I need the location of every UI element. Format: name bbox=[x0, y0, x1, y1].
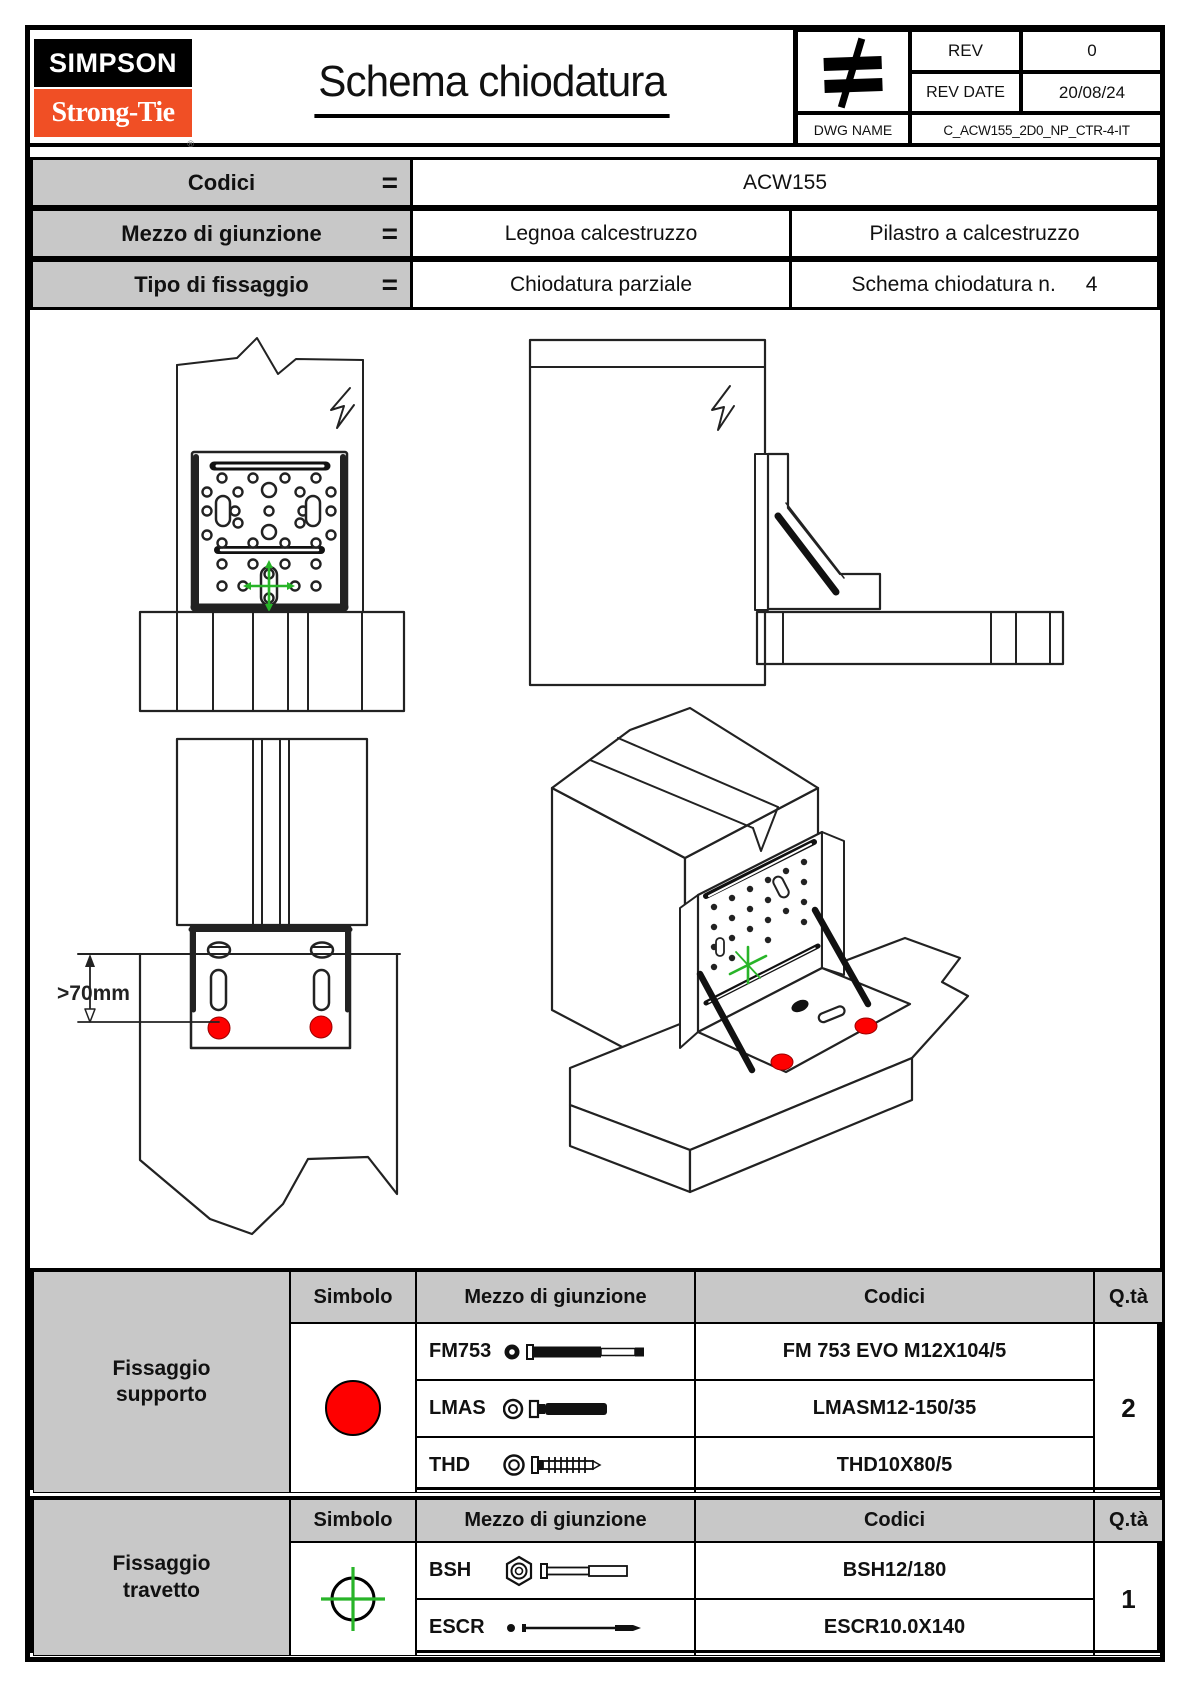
equals-sign: = bbox=[381, 217, 398, 249]
title-area bbox=[200, 40, 785, 135]
thd-screw-icon bbox=[503, 1450, 653, 1480]
rev-date-label: REV DATE bbox=[910, 72, 1021, 113]
logo-simpson-text: SIMPSON bbox=[34, 39, 192, 87]
lmas-anchor-icon bbox=[503, 1394, 653, 1424]
rev-date-value: 20/08/24 bbox=[1021, 72, 1163, 113]
spec-row-fissaggio bbox=[30, 259, 1160, 310]
revision-title-block bbox=[793, 30, 1160, 147]
fissaggio-supporto-table bbox=[30, 1268, 1160, 1490]
code-value: FM 753 EVO M12X104/5 bbox=[695, 1323, 1094, 1380]
logo-strongtie-text: Strong-Tie bbox=[34, 89, 192, 137]
header-mezzo: Mezzo di giunzione bbox=[416, 1499, 695, 1542]
rev-label: REV bbox=[910, 30, 1021, 72]
fissaggio-travetto-table bbox=[30, 1496, 1160, 1653]
bottom-view bbox=[57, 739, 400, 1234]
schema-number: 4 bbox=[1085, 272, 1098, 296]
code-value: LMASM12-150/35 bbox=[695, 1380, 1094, 1437]
fastener-row: ESCR bbox=[416, 1599, 695, 1656]
spec-value-left: Chiodatura parziale bbox=[413, 262, 792, 307]
symbol-cell-travetto bbox=[290, 1542, 416, 1656]
qty-supporto: 2 bbox=[1094, 1323, 1163, 1493]
sheet-frame bbox=[25, 25, 1165, 1662]
break-symbol bbox=[331, 388, 354, 428]
group-label-travetto: Fissaggio travetto bbox=[33, 1499, 290, 1656]
escr-screw-icon bbox=[503, 1613, 653, 1643]
dwg-name-label: DWG NAME bbox=[796, 113, 910, 147]
header-qty: Q.tà bbox=[1094, 1271, 1163, 1323]
support-fixing-dot bbox=[771, 1054, 793, 1070]
qty-travetto: 1 bbox=[1094, 1542, 1163, 1656]
header-simbolo: Simbolo bbox=[290, 1499, 416, 1542]
fm753-anchor-icon bbox=[503, 1337, 653, 1367]
spec-value-left: Legnoa calcestruzzo bbox=[413, 211, 792, 256]
fastener-row: FM753 bbox=[416, 1323, 695, 1380]
rev-value: 0 bbox=[1021, 30, 1163, 72]
spec-value-right: Pilastro a calcestruzzo bbox=[869, 221, 1080, 245]
spec-value-codici: ACW155 bbox=[742, 170, 828, 194]
not-equal-icon bbox=[816, 35, 890, 109]
not-equal-symbol-cell bbox=[796, 30, 910, 113]
symbol-cell-supporto bbox=[290, 1323, 416, 1493]
support-fixing-dot bbox=[855, 1018, 877, 1034]
equals-sign: = bbox=[381, 268, 398, 300]
fastener-row: THD bbox=[416, 1437, 695, 1493]
header-qty: Q.tà bbox=[1094, 1499, 1163, 1542]
page-title: Schema chiodatura bbox=[315, 57, 670, 118]
code-value: BSH12/180 bbox=[695, 1542, 1094, 1599]
header-codici: Codici bbox=[695, 1271, 1094, 1323]
front-view bbox=[140, 338, 404, 711]
spec-value-right: Schema chiodatura n. 4 bbox=[851, 272, 1098, 296]
drawing-area bbox=[30, 310, 1160, 1268]
break-symbol bbox=[712, 386, 734, 430]
side-view bbox=[530, 340, 1063, 685]
header-mezzo: Mezzo di giunzione bbox=[416, 1271, 695, 1323]
code-value: THD10X80/5 bbox=[695, 1437, 1094, 1493]
support-fixing-dot bbox=[310, 1016, 332, 1038]
green-crosshair-symbol bbox=[315, 1561, 391, 1637]
spec-row-mezzo bbox=[30, 208, 1160, 259]
code-value: ESCR10.0X140 bbox=[695, 1599, 1094, 1656]
simpson-strongtie-logo bbox=[34, 39, 194, 149]
edge-distance-label: >70mm bbox=[57, 982, 130, 1005]
spec-label: Tipo di fissaggio = bbox=[33, 262, 413, 307]
support-fixing-dot bbox=[208, 1017, 230, 1039]
header-simbolo: Simbolo bbox=[290, 1271, 416, 1323]
spec-label: Codici = bbox=[33, 160, 413, 205]
red-circle-symbol bbox=[325, 1380, 381, 1436]
isometric-view bbox=[552, 708, 968, 1192]
bsh-bolt-icon bbox=[503, 1554, 653, 1588]
header-codici: Codici bbox=[695, 1499, 1094, 1542]
registered-mark: ® bbox=[187, 139, 194, 149]
sheet-header bbox=[30, 30, 1160, 147]
spec-row-codici bbox=[30, 157, 1160, 208]
fastener-row: BSH bbox=[416, 1542, 695, 1599]
equals-sign: = bbox=[381, 166, 398, 198]
spec-table bbox=[30, 157, 1160, 310]
group-label-supporto: Fissaggio supporto bbox=[33, 1271, 290, 1493]
dwg-name-value: C_ACW155_2D0_NP_CTR-4-IT bbox=[910, 113, 1163, 147]
fastener-row: LMAS bbox=[416, 1380, 695, 1437]
spec-label: Mezzo di giunzione = bbox=[33, 211, 413, 256]
